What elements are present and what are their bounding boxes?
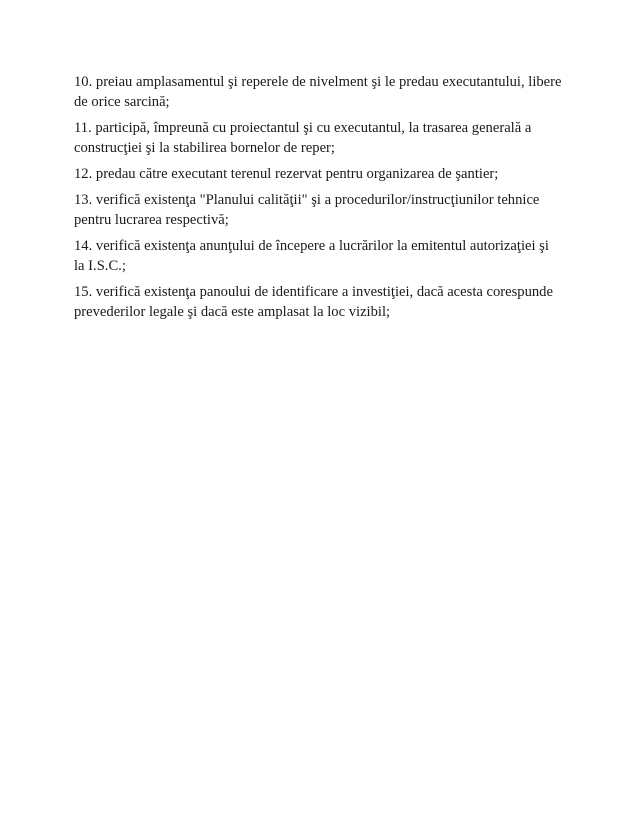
text-line: 10. preiau amplasamentul şi reperele de nivelment şi le predau executantului, libere (74, 74, 562, 90)
document-body (74, 72, 574, 328)
list-item-15 (74, 282, 574, 322)
list-item-13 (74, 190, 574, 230)
text-line: la I.S.C.; (74, 258, 126, 274)
list-item-11 (74, 118, 574, 158)
text-line: 11. participă, împreună cu proiectantul şi cu executantul, la trasarea generală a (74, 120, 532, 136)
text-line: 14. verifică existenţa anunţului de începere a lucrărilor la emitentul autorizaţiei şi (74, 238, 549, 254)
list-item-12 (74, 164, 574, 184)
text-line: prevederilor legale şi dacă este amplasat la loc vizibil; (74, 304, 391, 320)
text-line: 12. predau către executant terenul rezervat pentru organizarea de şantier; (74, 166, 499, 182)
text-line: 15. verifică existenţa panoului de identificare a investiţiei, dacă acesta corespunde (74, 284, 553, 300)
text-line: de orice sarcină; (74, 94, 170, 110)
text-line: construcţiei şi la stabilirea bornelor de reper; (74, 140, 335, 156)
text-line: 13. verifică existenţa "Planului calităţii" şi a procedurilor/instrucţiunilor tehnice (74, 192, 540, 208)
list-item-14 (74, 236, 574, 276)
list-item-10 (74, 72, 574, 112)
text-line: pentru lucrarea respectivă; (74, 212, 229, 228)
